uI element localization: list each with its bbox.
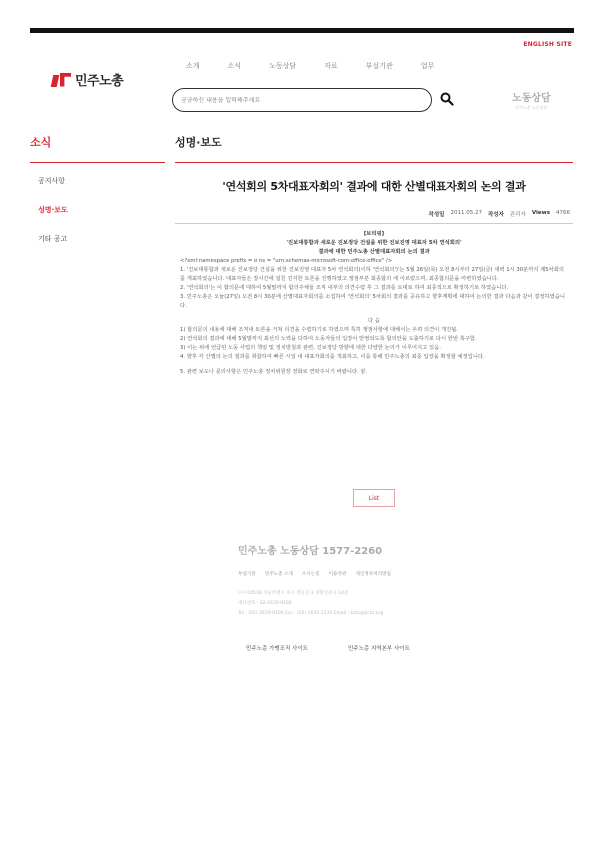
sidebar-item-statements[interactable]: 성명·보도 [38, 206, 68, 214]
regional-sites-link[interactable]: 민주노총 지역본부 사이트 [347, 646, 410, 652]
article-paragraph: 3) 이는 위에 언급된 노동 사업의 책임 및 정치방침과 관련, 진보정당 방향에 대한 다양한 논의가 이루어지고 있음. [180, 345, 441, 351]
footer-link[interactable]: 민주노총 소개 [264, 572, 293, 577]
footer-link[interactable]: 이용약관 [328, 572, 347, 577]
sidebar-item-notice[interactable]: 공지사항 [38, 177, 66, 185]
affiliate-sites-link[interactable]: 민주노총 가맹조직 사이트 [246, 646, 308, 652]
sidebar-item-other-notices[interactable]: 기타 공고 [38, 235, 68, 243]
footer-phone: 대표번호 : 02-2670-9100 [238, 601, 292, 606]
article-views: 4766 [556, 210, 570, 216]
search-box [172, 88, 432, 112]
logo-mark-icon [52, 73, 72, 87]
xml-namespace-line: <?xml:namespace prefix = o ns = "urn:schemas-microsoft-com:office:office" /> [180, 258, 393, 264]
article-paragraph: 1. '진보대통합과 새로운 진보정당 건설을 위한 진보진영 대표자 5차 연석회의(이하 '연석회의')'는 5월 26일(목) 오전 8시부터 27일(금) 새벽 1시 30분까지 제5차회의를 개최하였습니다. 대표자들은 장시간에 걸친 진지한 토론을 진행하였고 쟁점부분 최종합의 에 이르렀으며, 최종합의문을 마련하였습니다. [180, 267, 564, 282]
footer [238, 542, 391, 619]
footer-link[interactable]: 부설기관 [238, 572, 256, 577]
search-input[interactable] [181, 97, 401, 104]
sidebar-divider [30, 162, 165, 163]
date-label: 작성일 [428, 212, 445, 218]
gnb-item-counsel[interactable]: 노동상담 [269, 62, 297, 70]
gnb-item-news[interactable]: 소식 [227, 62, 242, 70]
article-divider [175, 223, 573, 224]
search-icon[interactable] [440, 92, 454, 106]
article-author: 관리자 [509, 212, 526, 218]
footer-address: (우) 04518 서울특별시 중구 정동길 3 경향신문사 14층 [238, 591, 349, 596]
footer-sites [246, 644, 410, 652]
counsel-title: 노동상담 [512, 93, 551, 104]
article-paragraph: 5. 관련 보도나 문의사항은 민주노총 정치위원장 전화로 연락주시기 바랍니다. 끝. [180, 369, 368, 375]
page-title: 성명·보도 [175, 136, 222, 149]
article-meta [429, 210, 571, 218]
footer-link[interactable]: 오시는길 [301, 572, 320, 577]
logo-text: 민주노총 [75, 74, 124, 89]
footer-contact: Tel : (02) 2670-9100 Fax : (02) 2635-1134 Email : kctu@kctu.org [238, 611, 384, 616]
counsel-subtitle: 민주노총 노동상담 [515, 105, 548, 110]
article-date: 2011.05.27 [450, 210, 482, 216]
footer-links [238, 571, 391, 577]
logo[interactable] [52, 70, 123, 89]
article-title: '연석회의 5차대표자회의' 결과에 대한 산별대표자회의 논의 결과 [222, 180, 526, 193]
gnb-item-intro[interactable]: 소개 [186, 62, 200, 70]
list-button[interactable]: List [353, 489, 395, 507]
author-label: 작성자 [487, 212, 504, 218]
article-paragraph: 3. 민주노총은 오늘(27일) 오전 8시 30분에 산별대표자회의를 소집하여 '연석회의' 5차회의 결과를 공유하고 향후계획에 대하여 논의한 결과 다음과 같이 결정하였습니다. [180, 294, 565, 309]
article-head-1: [브리핑] [363, 231, 385, 237]
global-nav [186, 61, 462, 71]
footer-link[interactable]: 개인정보처리방침 [355, 572, 391, 577]
article-paragraph: 2. '연석회의'는 이 합의문에 대하여 5월말까지 합의주체들 조직 내부의 의견수렴 후 그 결과를 토대로 하여 최종적으로 확정하기로 하였습니다. [180, 285, 509, 291]
article-body [180, 230, 568, 377]
top-bar [30, 28, 574, 33]
sidebar-title: 소식 [30, 136, 52, 149]
views-label: Views [531, 210, 550, 216]
footer-title: 민주노총 노동상담 1577-2260 [238, 546, 383, 557]
article-head-2: '진보대통합과 새로운 진보정당 건설을 위한 진보진영 대표자 5차 연석회의' [286, 240, 462, 246]
counsel-link[interactable] [512, 89, 551, 111]
article-head-3: 결과에 대한 민주노총 산별대표자회의 논의 결과 [318, 249, 430, 255]
english-site-link[interactable]: ENGLISH SITE [523, 41, 572, 48]
article-paragraph: 1) 합의문의 내용에 대해 조직내 토론을 거쳐 의견을 수렴하기로 하였으며 특히 쟁점사항에 대해서는 우려 의견이 개진됨. [180, 327, 458, 333]
article-paragraph: 2) 연석회의 결과에 대해 5월말까지 최선의 노력을 다하여 노동자들의 입장이 반영되도록 합의안을 도출하기로 다시 한번 촉구함. [180, 336, 477, 342]
article-paragraph: 4. 향후 각 산별의 논의 결과를 취합하여 빠른 시일 내 대표자회의를 개최하고, 이를 통해 민주노총의 최종 입장을 확정할 예정입니다. [180, 354, 485, 360]
footer-info [238, 589, 391, 619]
gnb-item-institutes[interactable]: 부설기관 [365, 62, 393, 70]
sidebar-menu [38, 176, 68, 263]
article-paragraph: 다 음 [368, 318, 380, 324]
gnb-item-work[interactable]: 업무 [420, 62, 435, 70]
page-title-divider [175, 162, 573, 163]
gnb-item-resources[interactable]: 자료 [324, 62, 338, 70]
